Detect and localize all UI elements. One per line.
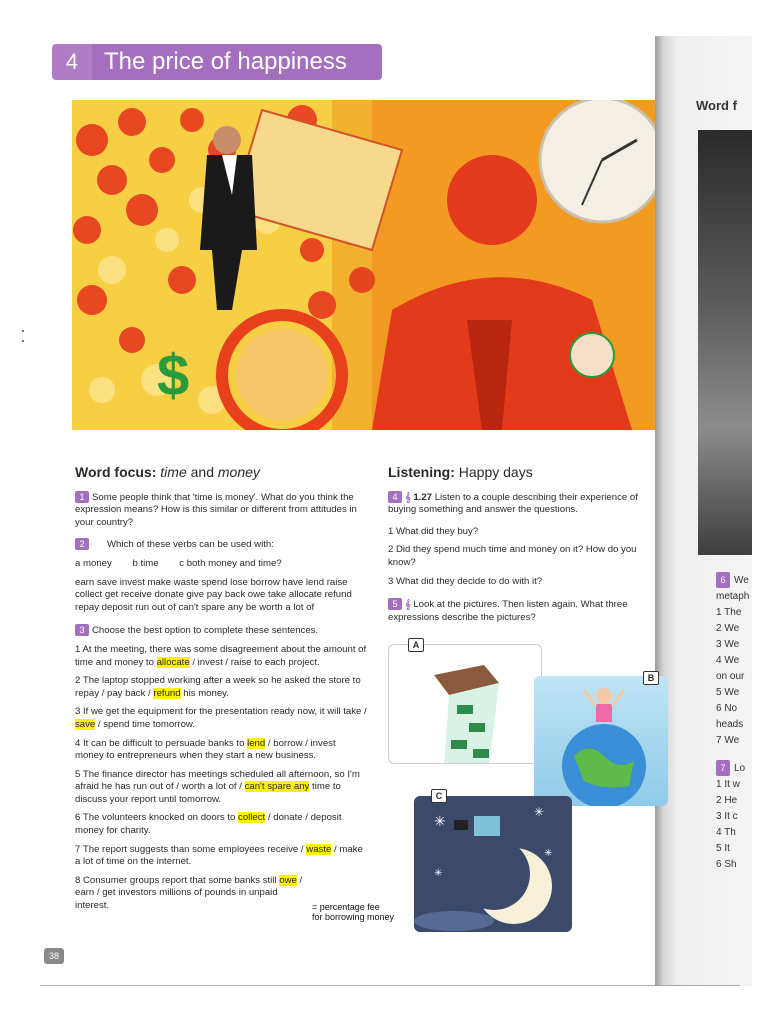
word-focus-heading-money: money	[217, 464, 260, 480]
sentence-2	[75, 675, 367, 700]
highlight-answer: allocate	[156, 656, 190, 668]
adjacent-line: 4 We	[716, 655, 740, 666]
picture-a-label: A	[408, 638, 424, 652]
adjacent-line: 3 It c	[716, 811, 738, 822]
question-3: 3 What did they decide to do with it?	[388, 575, 543, 587]
sentence-3	[75, 706, 367, 731]
picture-c	[414, 796, 572, 932]
handwritten-note	[312, 902, 394, 922]
adjacent-exercise-6-fragment2: metaph	[716, 591, 750, 602]
picture-a	[388, 644, 542, 764]
option-b: b time	[132, 557, 159, 569]
word-focus-section	[75, 466, 367, 919]
exercise-2-text: Which of these verbs can be used with:	[107, 539, 274, 551]
option-c: c both money and time?	[179, 557, 282, 569]
page-bottom-edge	[40, 985, 740, 986]
sentence-1-post: / invest / raise to each project.	[189, 656, 320, 668]
handwritten-note-line1: = percentage fee	[312, 902, 380, 912]
listening-heading-bold: Listening:	[388, 464, 455, 480]
highlight-answer: refund	[153, 687, 181, 699]
adjacent-line: 5 We	[716, 687, 740, 698]
sentence-5-post: time to discuss your report until tomorrow.	[75, 781, 341, 805]
exercise-1-text: Some people think that 'time is money'. What do you think the expression means? How is this similar or different from attitudes in your country?	[75, 491, 357, 528]
adjacent-exercise-7	[716, 760, 745, 873]
highlight-answer: lend	[247, 737, 266, 749]
audio-track-number: 1.27	[413, 491, 433, 503]
adjacent-exercise-6-fragment: We	[734, 575, 749, 586]
listening-heading	[388, 466, 666, 479]
handwritten-note-line2: for borrowing money	[312, 912, 395, 922]
sentence-7	[75, 844, 367, 869]
highlight-answer: save	[75, 718, 96, 730]
exercise-4-number: 4	[388, 491, 402, 503]
picture-b	[534, 676, 668, 806]
highlight-answer: can't spare any	[244, 781, 310, 793]
verb-list: earn save invest make waste spend lose borrow have lend raise collect get receive donate give pay back owe take allocate refund repay deposit run out of can't spare any be worth a lot of	[75, 576, 352, 613]
exercise-4	[388, 491, 666, 517]
word-focus-heading-bold: Word focus:	[75, 464, 157, 480]
exercise-2-options	[75, 558, 367, 571]
adjacent-line: 1 The	[716, 607, 742, 618]
adjacent-exercise-6-number: 6	[716, 572, 730, 588]
hero-collage-graphic	[72, 100, 664, 430]
sentence-4	[75, 738, 367, 763]
sentence-8-pre: 8 Consumer groups report that some banks still	[75, 874, 280, 886]
page-number: 38	[44, 948, 64, 964]
listening-section	[388, 466, 666, 633]
unit-number: 4	[52, 44, 92, 80]
picture-b-label: B	[643, 671, 659, 685]
highlight-answer: owe	[279, 874, 297, 886]
listening-heading-title: Happy days	[454, 464, 533, 480]
exercise-2	[75, 538, 367, 552]
sentence-3-pre: 3 If we get the equipment for the presentation ready now, it will take /	[75, 706, 367, 718]
top-of-world-graphic	[534, 676, 668, 806]
audio-icon[interactable]: 𝄞	[405, 599, 411, 611]
exercise-2-number: 2	[75, 538, 89, 550]
margin-mark	[22, 340, 24, 342]
sentence-4-post: / borrow / invest money to entrepreneurs when they start a new business.	[75, 737, 336, 762]
exercise-3-text: Choose the best option to complete these sentences.	[92, 625, 319, 637]
exercise-1-number: 1	[75, 491, 89, 503]
picture-c-label: C	[431, 789, 447, 803]
exercise-5-text: Look at the pictures. Then listen again. What three expressions describe the pictures?	[388, 599, 628, 623]
audio-icon[interactable]: 𝄞	[405, 491, 411, 503]
sentence-3-post: / spend time tomorrow.	[95, 718, 195, 730]
svg-text:✳: ✳	[544, 848, 553, 859]
adjacent-page-title: Word f	[696, 98, 737, 113]
option-a: a money	[75, 557, 112, 569]
sentence-5-pre: 5 The finance director has meetings scheduled all afternoon, so I'm afraid he has run out of / worth a lot of /	[75, 768, 360, 793]
question-1: 1 What did they buy?	[388, 525, 479, 537]
adjacent-line: 5 It	[716, 843, 730, 854]
word-focus-heading-and: and	[186, 464, 218, 480]
exercise-1	[75, 491, 367, 530]
adjacent-exercise-6	[716, 572, 749, 749]
adjacent-line: 7 We	[716, 735, 740, 746]
highlight-answer: waste	[306, 843, 332, 855]
sentence-2-post: his money.	[180, 687, 229, 699]
sentence-1	[75, 644, 367, 669]
sentence-4-pre: 4 It can be difficult to persuade banks to	[75, 737, 248, 749]
exercise-5	[388, 598, 666, 624]
adjacent-line: 2 He	[716, 795, 738, 806]
sentence-6-pre: 6 The volunteers knocked on doors to	[75, 812, 239, 824]
adjacent-exercise-7-number: 7	[716, 760, 730, 776]
adjacent-line: 4 Th	[716, 827, 736, 838]
svg-text:$: $	[157, 343, 190, 408]
sentence-7-post: / make a lot of time on the internet.	[75, 843, 363, 868]
sentence-7-pre: 7 The report suggests than some employees receive /	[75, 843, 307, 855]
money-falling-graphic	[389, 645, 542, 764]
sentence-8-post: / earn / get investors millions of pounds in unpaid interest.	[75, 874, 303, 912]
exercise-4-text: Listen to a couple describing their experience of buying something and answer the questions.	[388, 491, 638, 516]
word-focus-heading	[75, 466, 367, 479]
margin-mark	[22, 330, 24, 332]
sentence-5	[75, 769, 367, 807]
sentence-6	[75, 812, 367, 837]
over-the-moon-graphic	[414, 796, 572, 932]
adjacent-line: on our	[716, 671, 745, 682]
adjacent-line: heads	[716, 719, 744, 730]
adjacent-line: 2 We	[716, 623, 740, 634]
sentence-8	[75, 875, 307, 913]
hero-illustration	[72, 100, 664, 430]
exercise-3-number: 3	[75, 624, 89, 636]
word-focus-heading-time: time	[160, 464, 187, 480]
sentence-1-pre: 1 At the meeting, there was some disagreement about the amount of time and money to	[75, 643, 367, 668]
sentence-2-pre: 2 The laptop stopped working after a week so he asked the store to repay / pay back /	[75, 675, 361, 699]
adjacent-line: 6 Sh	[716, 859, 737, 870]
adjacent-line: 1 It w	[716, 779, 740, 790]
unit-title: The price of happiness	[92, 44, 382, 80]
svg-text:✳: ✳	[434, 868, 443, 879]
question-2: 2 Did they spend much time and money on it? How do you know?	[388, 544, 637, 568]
adjacent-line: 6 No	[716, 703, 738, 714]
adjacent-line: 3 We	[716, 639, 740, 650]
exercise-5-number: 5	[388, 598, 402, 610]
exercise-3	[75, 624, 367, 638]
svg-text:✳: ✳	[434, 813, 446, 829]
highlight-answer: collect	[238, 812, 266, 824]
svg-text:✳: ✳	[534, 805, 545, 819]
sentence-6-post: / donate / deposit money for charity.	[75, 812, 342, 837]
adjacent-exercise-7-fragment: Lo	[734, 763, 746, 774]
page-edge	[752, 36, 768, 986]
